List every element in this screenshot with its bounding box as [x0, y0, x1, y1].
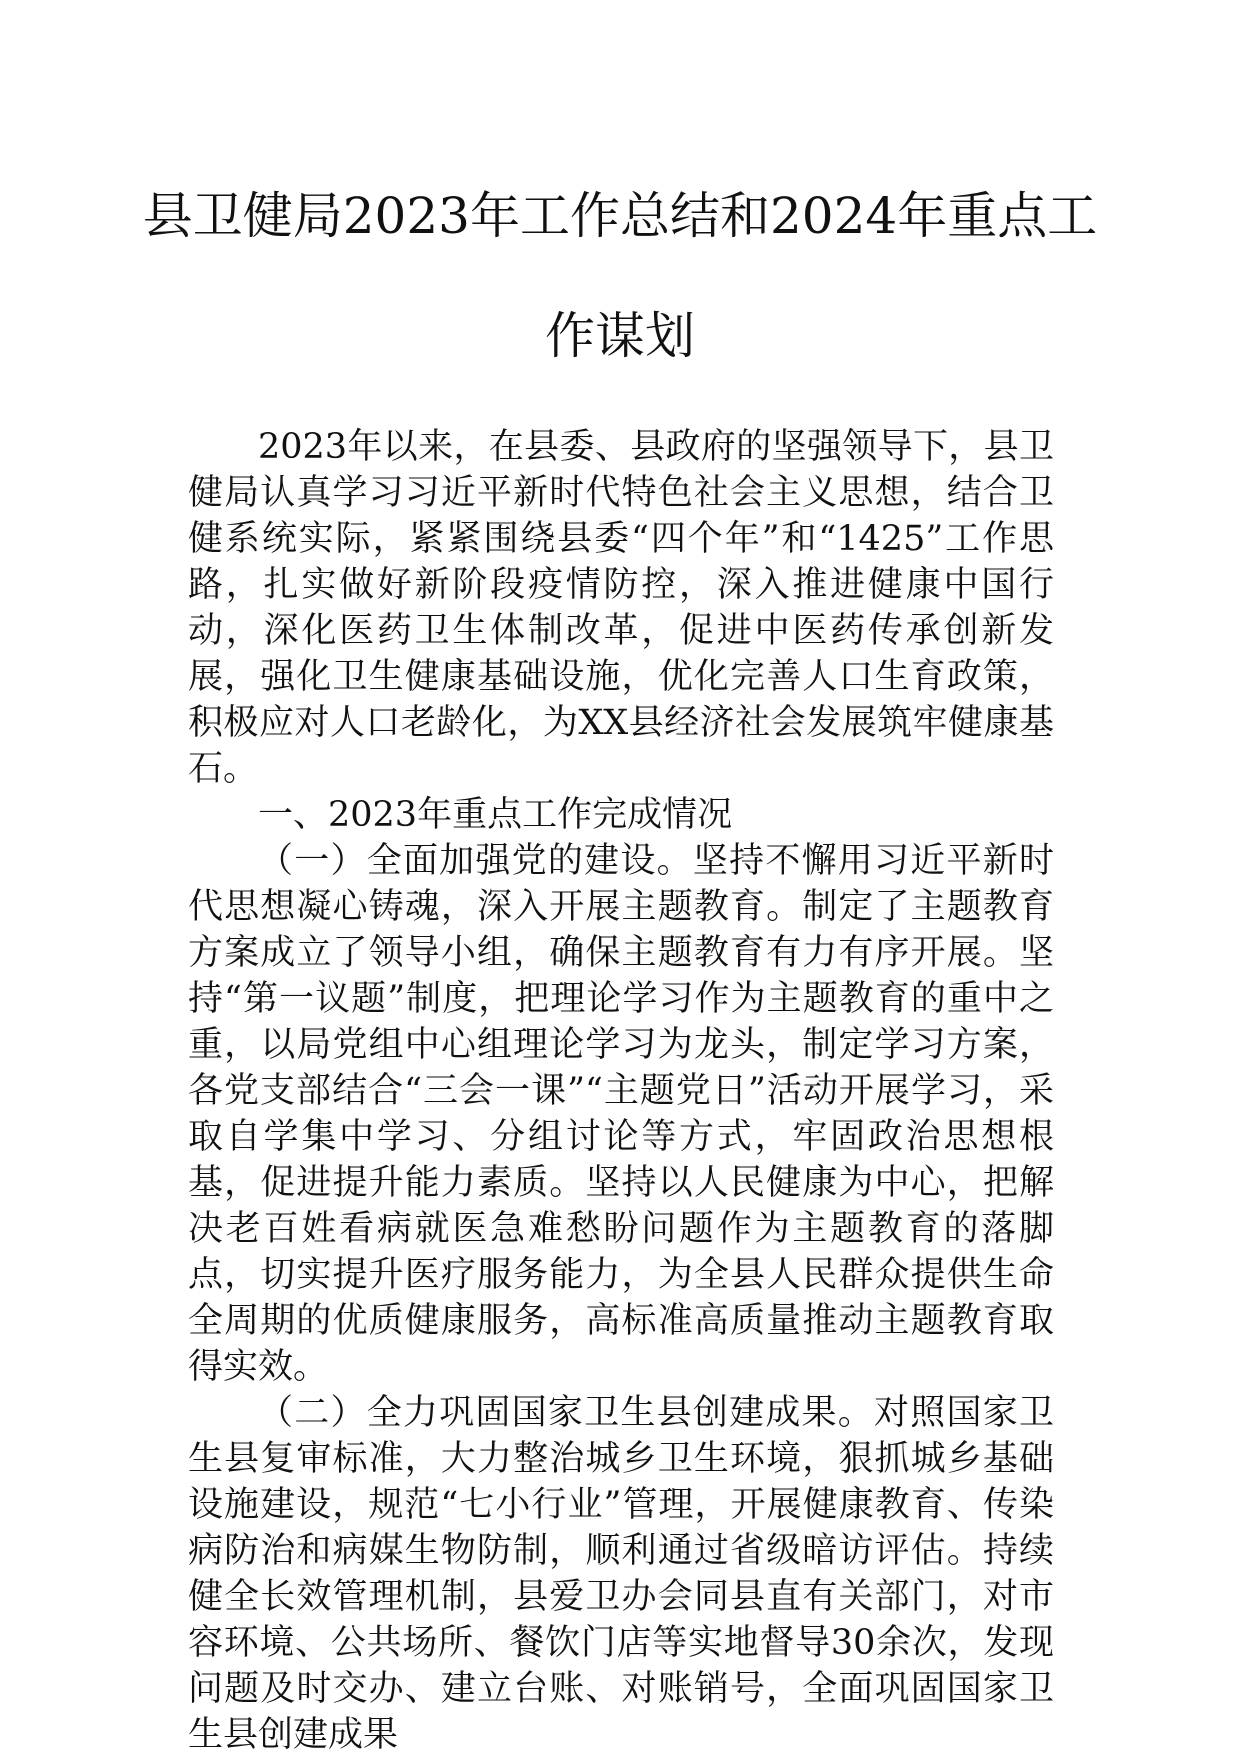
intro-paragraph: 2023年以来，在县委、县政府的坚强领导下，县卫健局认真学习习近平新时代特色社会主义思想，结合卫健系统实际，紧紧围绕县委“四个年”和“1425”工作思路，扎实做好新阶段疫情防控，深入推进健康中国行动，深化医药卫生体制改革，促进中医药传承创新发展，强化卫生健康基础设施，优化完善人口生育政策，积极应对人口老龄化，为XX县经济社会发展筑牢健康基石。: [188, 427, 1054, 789]
section-heading-1: 一、2023年重点工作完成情况: [258, 795, 733, 835]
document-title-line-1: 县卫健局2023年工作总结和2024年重点工: [142, 187, 1098, 245]
document-title-line-2: 作谋划: [545, 307, 695, 365]
subsection-party-building: （一）全面加强党的建设。坚持不懈用习近平新时代思想凝心铸魂，深入开展主题教育。制定了主题教育方案成立了领导小组，确保主题教育有力有序开展。坚持“第一议题”制度，把理论学习作为主题教育的重中之重，以局党组中心组理论学习为龙头，制定学习方案，各党支部结合“三会一课”“主题党日”活动开展学习，采取自学集中学习、分组讨论等方式，牢固政治思想根基，促进提升能力素质。坚持以人民健康为中心，把解决老百姓看病就医急难愁盼问题作为主题教育的落脚点，切实提升医疗服务能力，为全县人民群众提供生命全周期的优质健康服务，高标准高质量推动主题教育取得实效。: [188, 841, 1054, 1387]
subsection-national-health-county: （二）全力巩固国家卫生县创建成果。对照国家卫生县复审标准，大力整治城乡卫生环境，狠抓城乡基础设施建设，规范“七小行业”管理，开展健康教育、传染病防治和病媒生物防制，顺利通过省级暗访评估。持续健全长效管理机制，县爱卫办会同县直有关部门，对市容环境、公共场所、餐饮门店等实地督导30余次，发现问题及时交办、建立台账、对账销号，全面巩固国家卫生县创建成果: [188, 1393, 1054, 1755]
document-body: [188, 424, 1054, 1758]
